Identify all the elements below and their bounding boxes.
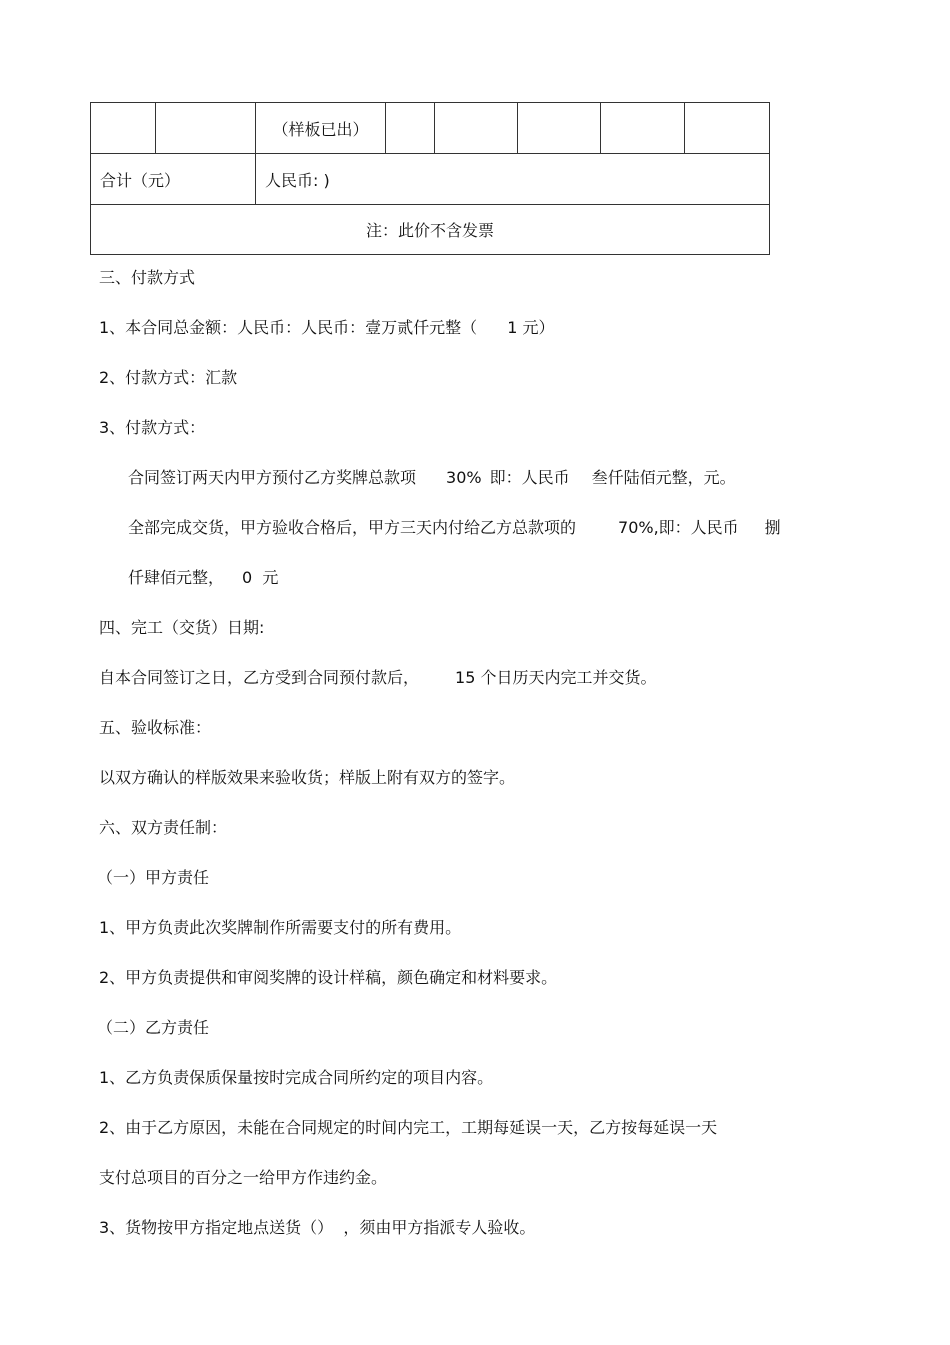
payment-heading: 三、付款方式 (99, 268, 196, 287)
party-a-item-2: 2、甲方负责提供和审阅奖牌的设计样稿，颜色确定和材料要求。 (99, 968, 558, 987)
party-a-item-1: 1、甲方负责此次奖牌制作所需要支付的所有费用。 (99, 918, 462, 937)
table-cell-sample-note (256, 103, 385, 153)
party-b-item-2: 2、由于乙方原因，未能在合同规定的时间内完工，工期每延误一天，乙方按每延误一天 (99, 1118, 718, 1137)
table-col-divider (155, 103, 156, 153)
acceptance-text: 以双方确认的样版效果来验收货；样版上附有双方的签字。 (99, 768, 516, 787)
payment-sub-2: 全部完成交货，甲方验收合格后，甲方三天内付给乙方总款项的 70%,即：人民币 捌 (128, 518, 781, 537)
total-value: 人民币: ) (265, 170, 330, 190)
party-b-item-2-cont: 支付总项目的百分之一给甲方作违约金。 (99, 1168, 388, 1187)
payment-item-1: 1、本合同总金额：人民币：人民币：壹万贰仟元整（ 1 元） (99, 318, 555, 337)
payment-item-3: 3、付款方式： (99, 418, 206, 437)
party-b-heading: （二）乙方责任 (97, 1018, 210, 1037)
payment-item-2: 2、付款方式：汇款 (99, 368, 238, 387)
party-b-item-3: 3、货物按甲方指定地点送货（） ，须由甲方指派专人验收。 (99, 1218, 536, 1237)
table-cell-total-value (265, 154, 665, 204)
completion-heading: 四、完工（交货）日期: (99, 618, 265, 637)
party-b-item-1: 1、乙方负责保质保量按时完成合同所约定的项目内容。 (99, 1068, 494, 1087)
price-table (90, 102, 770, 255)
invoice-note: 注：此价不含发票 (365, 221, 494, 240)
party-a-heading: （一）甲方责任 (97, 868, 210, 887)
table-cell-total-label (100, 154, 250, 204)
completion-text: 自本合同签订之日，乙方受到合同预付款后， 15 个日历天内完工并交货。 (99, 668, 657, 687)
responsibility-heading: 六、双方责任制： (99, 818, 228, 837)
sample-note-text: （样板已出） (272, 119, 369, 139)
payment-sub-3: 仟肆佰元整， 0 元 (128, 568, 279, 587)
table-col-divider (517, 103, 518, 153)
acceptance-heading: 五、验收标准： (99, 718, 212, 737)
table-col-divider (434, 103, 435, 153)
table-col-divider (385, 103, 386, 153)
table-col-divider (684, 103, 685, 153)
total-label: 合计（元） (100, 170, 181, 190)
table-col-divider (600, 103, 601, 153)
payment-sub-1: 合同签订两天内甲方预付乙方奖牌总款项 30% 即：人民币 叁仟陆佰元整，元。 (128, 468, 736, 487)
table-cell-note (91, 205, 769, 254)
